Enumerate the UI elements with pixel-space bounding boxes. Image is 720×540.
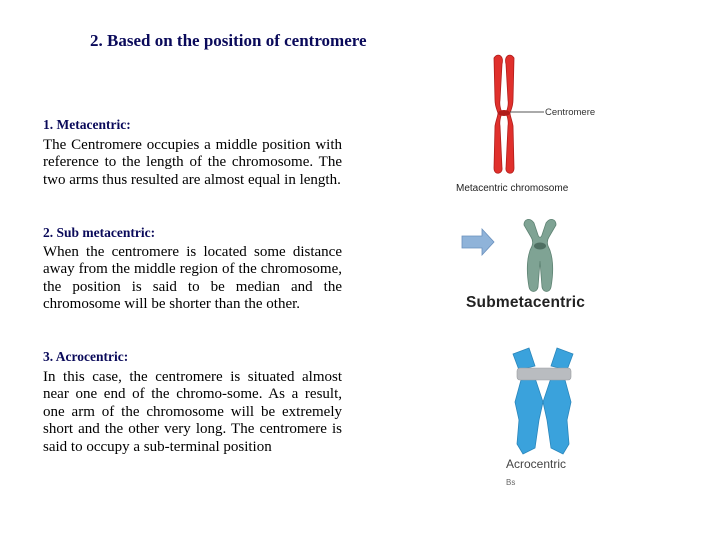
- acrocentric-footnote: Bs: [506, 478, 516, 487]
- submetacentric-heading: 2. Sub metacentric:: [43, 225, 156, 240]
- submetacentric-figure: [460, 215, 615, 325]
- acrocentric-description: In this case, the centromere is situated almost near one end of the chromo-some. As a result, one arm of the chromosome will be extremely short and the other very long. The centromere is said to occupy a sub-terminal position: [43, 369, 342, 455]
- slide-title: 2. Based on the position of centromere: [90, 31, 367, 50]
- submetacentric-caption: Submetacentric: [466, 294, 586, 311]
- centromere-pointer-label: Centromere: [545, 107, 596, 118]
- metacentric-heading: 1. Metacentric:: [43, 117, 131, 132]
- acrocentric-caption: Acrocentric: [506, 457, 567, 471]
- arrow-icon: [462, 229, 494, 255]
- metacentric-caption: Metacentric chromosome: [456, 183, 569, 194]
- acrocentric-heading: 3. Acrocentric:: [43, 349, 129, 364]
- metacentric-chromosome-drawing: [450, 50, 620, 200]
- acrocentric-figure: [495, 340, 620, 490]
- submetacentric-description: When the centromere is located some distance away from the middle region of the chromosome, the position is said to be median and the chromosome will be shorter than the other.: [43, 244, 342, 313]
- metacentric-figure: [450, 50, 620, 200]
- metacentric-description: The Centromere occupies a middle position with reference to the length of the chromosome. The two arms thus resulted are almost equal in length.: [43, 137, 342, 188]
